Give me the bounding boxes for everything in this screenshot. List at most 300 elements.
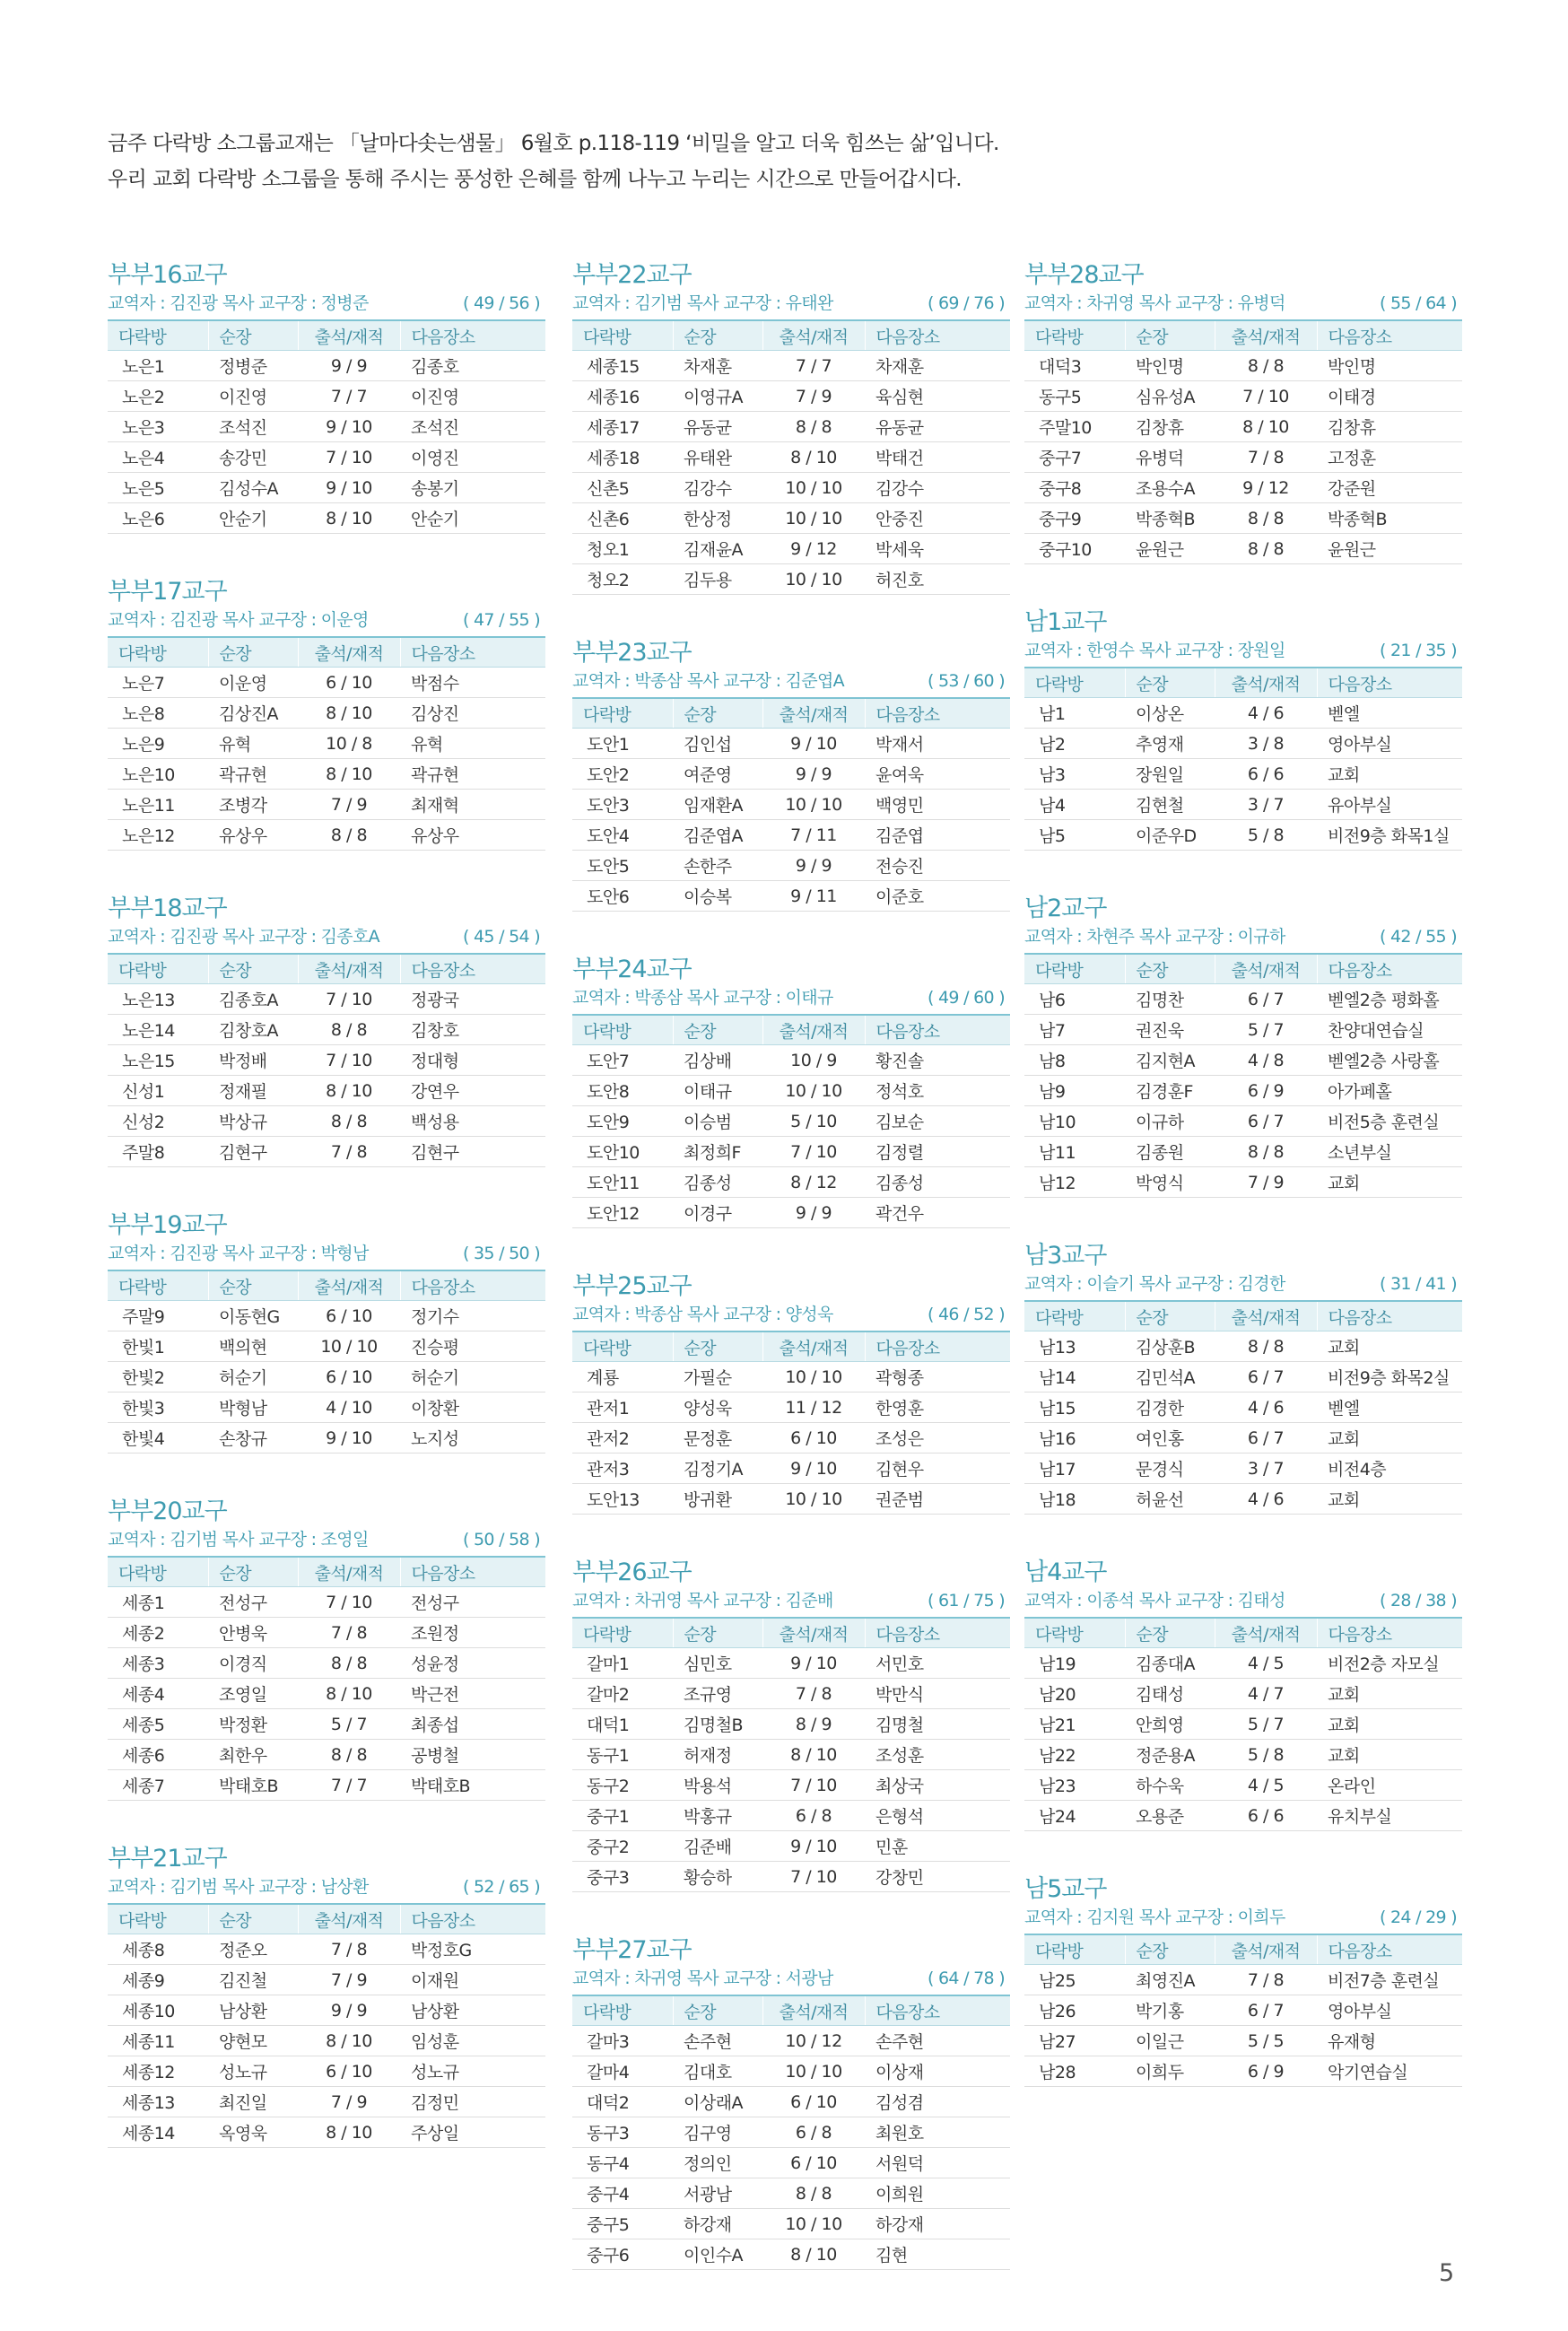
leader-cell: 안병욱 bbox=[208, 1618, 298, 1648]
district-attendance-total: ( 69 / 76 ) bbox=[927, 293, 1005, 313]
room-cell: 도안4 bbox=[572, 820, 673, 851]
next-place-cell: 비전9층 화목2실 bbox=[1317, 1362, 1462, 1392]
leader-cell: 양성욱 bbox=[673, 1392, 762, 1423]
district-title: 부부23교구 bbox=[572, 639, 692, 667]
leader-cell: 박기홍 bbox=[1125, 1995, 1215, 2026]
district-table bbox=[108, 953, 545, 1167]
district-staff: 교역자 : 김지원 목사 교구장 : 이희두 bbox=[1024, 1908, 1285, 1927]
table-row bbox=[108, 820, 545, 851]
district-table bbox=[108, 1270, 545, 1454]
room-cell: 남6 bbox=[1024, 984, 1125, 1015]
room-cell: 동구3 bbox=[572, 2117, 673, 2148]
district-staff: 교역자 : 박종삼 목사 교구장 : 김준엽A bbox=[572, 671, 844, 691]
room-cell: 신성2 bbox=[108, 1106, 208, 1137]
attendance-cell: 5 / 8 bbox=[1215, 1740, 1317, 1770]
next-place-cell: 아가페홀 bbox=[1317, 1076, 1462, 1106]
next-place-cell: 박태건 bbox=[865, 442, 1010, 473]
table-row bbox=[572, 1679, 1010, 1709]
attendance-cell: 8 / 10 bbox=[298, 698, 400, 729]
leader-cell: 김강수 bbox=[673, 473, 762, 503]
room-cell: 도안13 bbox=[572, 1484, 673, 1515]
column-middle bbox=[572, 260, 1010, 2313]
district-info bbox=[572, 985, 1010, 1010]
next-place-cell: 김현우 bbox=[865, 1454, 1010, 1484]
district-table bbox=[572, 1014, 1010, 1228]
attendance-cell: 4 / 10 bbox=[298, 1392, 400, 1423]
leader-cell: 권진욱 bbox=[1125, 1015, 1215, 1045]
table-row bbox=[572, 881, 1010, 912]
leader-cell: 이규하 bbox=[1125, 1106, 1215, 1137]
next-place-cell: 허진호 bbox=[865, 564, 1010, 595]
district-staff: 교역자 : 김기범 목사 교구장 : 유태완 bbox=[572, 293, 833, 313]
attendance-cell: 7 / 7 bbox=[298, 1770, 400, 1801]
district-attendance-total: ( 55 / 64 ) bbox=[1379, 293, 1457, 313]
room-cell: 동구2 bbox=[572, 1770, 673, 1801]
attendance-cell: 7 / 8 bbox=[1215, 442, 1317, 473]
next-place-cell: 박세욱 bbox=[865, 534, 1010, 564]
attendance-cell: 4 / 7 bbox=[1215, 1679, 1317, 1709]
district-group bbox=[1024, 1241, 1462, 1515]
next-place-cell: 전승진 bbox=[865, 851, 1010, 881]
room-cell: 노은12 bbox=[108, 820, 208, 851]
room-cell: 남5 bbox=[1024, 820, 1125, 851]
leader-cell: 정병준 bbox=[208, 351, 298, 381]
table-row bbox=[108, 381, 545, 412]
room-cell: 주말9 bbox=[108, 1301, 208, 1331]
header-cell-next-place: 다음장소 bbox=[1317, 1301, 1462, 1331]
table-row bbox=[1024, 1709, 1462, 1740]
district-info bbox=[1024, 924, 1462, 949]
district-title: 남3교구 bbox=[1024, 1242, 1107, 1270]
next-place-cell: 비전7층 훈련실 bbox=[1317, 1965, 1462, 1995]
table-row bbox=[1024, 1648, 1462, 1679]
district-group bbox=[1024, 260, 1462, 564]
leader-cell: 안순기 bbox=[208, 503, 298, 534]
attendance-cell: 7 / 10 bbox=[298, 1587, 400, 1618]
leader-cell: 심민호 bbox=[673, 1648, 762, 1679]
next-place-cell: 육심현 bbox=[865, 381, 1010, 412]
table-row bbox=[1024, 1995, 1462, 2026]
attendance-cell: 8 / 10 bbox=[298, 2117, 400, 2148]
leader-cell: 박형남 bbox=[208, 1392, 298, 1423]
next-place-cell: 전성구 bbox=[400, 1587, 545, 1618]
attendance-cell: 10 / 9 bbox=[762, 1045, 865, 1076]
header-cell-attendance: 출석/재적 bbox=[762, 1015, 865, 1045]
table-row bbox=[108, 1362, 545, 1392]
leader-cell: 옥영욱 bbox=[208, 2117, 298, 2148]
table-row bbox=[1024, 1965, 1462, 1995]
attendance-cell: 9 / 10 bbox=[298, 473, 400, 503]
district-staff: 교역자 : 김진광 목사 교구장 : 정병준 bbox=[108, 293, 369, 313]
attendance-cell: 7 / 9 bbox=[1215, 1167, 1317, 1198]
header-cell-room: 다락방 bbox=[108, 320, 208, 351]
district-attendance-total: ( 61 / 75 ) bbox=[927, 1591, 1005, 1611]
district-table bbox=[572, 697, 1010, 912]
leader-cell: 이상래A bbox=[673, 2087, 762, 2117]
table-header-row bbox=[572, 1618, 1010, 1648]
attendance-cell: 9 / 10 bbox=[762, 1831, 865, 1862]
next-place-cell: 성노규 bbox=[400, 2056, 545, 2087]
attendance-cell: 10 / 10 bbox=[762, 1076, 865, 1106]
header-cell-leader: 순장 bbox=[1125, 320, 1215, 351]
leader-cell: 김상진A bbox=[208, 698, 298, 729]
leader-cell: 김경훈F bbox=[1125, 1076, 1215, 1106]
room-cell: 도안10 bbox=[572, 1137, 673, 1167]
district-staff: 교역자 : 차귀영 목사 교구장 : 김준배 bbox=[572, 1591, 833, 1611]
leader-cell: 김대호 bbox=[673, 2056, 762, 2087]
table-row bbox=[572, 1801, 1010, 1831]
room-cell: 동구4 bbox=[572, 2148, 673, 2178]
table-header-row bbox=[108, 1270, 545, 1301]
table-row bbox=[108, 1934, 545, 1965]
leader-cell: 정의인 bbox=[673, 2148, 762, 2178]
room-cell: 세종14 bbox=[108, 2117, 208, 2148]
room-cell: 노은8 bbox=[108, 698, 208, 729]
room-cell: 갈마4 bbox=[572, 2056, 673, 2087]
district-staff: 교역자 : 김진광 목사 교구장 : 이운영 bbox=[108, 610, 369, 630]
room-cell: 세종12 bbox=[108, 2056, 208, 2087]
attendance-cell: 8 / 10 bbox=[1215, 412, 1317, 442]
leader-cell: 문정훈 bbox=[673, 1423, 762, 1454]
leader-cell: 김진철 bbox=[208, 1965, 298, 1995]
header-cell-next-place: 다음장소 bbox=[865, 1618, 1010, 1648]
table-row bbox=[1024, 698, 1462, 729]
room-cell: 노은3 bbox=[108, 412, 208, 442]
header-cell-attendance: 출석/재적 bbox=[1215, 1934, 1317, 1965]
leader-cell: 이인수A bbox=[673, 2239, 762, 2270]
district-attendance-total: ( 45 / 54 ) bbox=[462, 927, 540, 947]
table-row bbox=[1024, 503, 1462, 534]
district-title: 남1교구 bbox=[1024, 608, 1107, 636]
table-row bbox=[1024, 1484, 1462, 1515]
next-place-cell: 정대형 bbox=[400, 1045, 545, 1076]
district-group bbox=[572, 1935, 1010, 2270]
room-cell: 노은2 bbox=[108, 381, 208, 412]
leader-cell: 김창휴 bbox=[1125, 412, 1215, 442]
table-header-row bbox=[572, 1995, 1010, 2026]
attendance-cell: 4 / 5 bbox=[1215, 1648, 1317, 1679]
district-group bbox=[108, 577, 545, 851]
attendance-cell: 6 / 7 bbox=[1215, 1423, 1317, 1454]
district-group bbox=[1024, 607, 1462, 851]
table-row bbox=[108, 2026, 545, 2056]
table-row bbox=[108, 1423, 545, 1454]
district-table bbox=[572, 1331, 1010, 1515]
room-cell: 갈마1 bbox=[572, 1648, 673, 1679]
next-place-cell: 김성겸 bbox=[865, 2087, 1010, 2117]
table-header-row bbox=[1024, 320, 1462, 351]
header-cell-next-place: 다음장소 bbox=[1317, 668, 1462, 698]
table-row bbox=[108, 1648, 545, 1679]
district-group bbox=[1024, 1874, 1462, 2087]
attendance-cell: 6 / 6 bbox=[1215, 759, 1317, 790]
leader-cell: 김명찬 bbox=[1125, 984, 1215, 1015]
leader-cell: 양현모 bbox=[208, 2026, 298, 2056]
room-cell: 남28 bbox=[1024, 2056, 1125, 2087]
district-info bbox=[108, 1527, 545, 1552]
table-row bbox=[572, 1740, 1010, 1770]
attendance-cell: 6 / 7 bbox=[1215, 1995, 1317, 2026]
next-place-cell: 권준범 bbox=[865, 1484, 1010, 1515]
room-cell: 노은5 bbox=[108, 473, 208, 503]
room-cell: 주말8 bbox=[108, 1137, 208, 1167]
table-row bbox=[108, 1331, 545, 1362]
leader-cell: 김정기A bbox=[673, 1454, 762, 1484]
next-place-cell: 차재훈 bbox=[865, 351, 1010, 381]
header-cell-attendance: 출석/재적 bbox=[298, 954, 400, 984]
district-table bbox=[108, 1903, 545, 2148]
attendance-cell: 7 / 8 bbox=[1215, 1965, 1317, 1995]
leader-cell: 허재정 bbox=[673, 1740, 762, 1770]
attendance-cell: 4 / 6 bbox=[1215, 698, 1317, 729]
room-cell: 세종1 bbox=[108, 1587, 208, 1618]
next-place-cell: 벧엘2층 사랑홀 bbox=[1317, 1045, 1462, 1076]
header-cell-leader: 순장 bbox=[673, 320, 762, 351]
next-place-cell: 김명철 bbox=[865, 1709, 1010, 1740]
table-row bbox=[1024, 1423, 1462, 1454]
attendance-cell: 6 / 7 bbox=[1215, 1362, 1317, 1392]
room-cell: 세종10 bbox=[108, 1995, 208, 2026]
leader-cell: 남상환 bbox=[208, 1995, 298, 2026]
room-cell: 남9 bbox=[1024, 1076, 1125, 1106]
attendance-cell: 9 / 11 bbox=[762, 881, 865, 912]
next-place-cell: 유재형 bbox=[1317, 2026, 1462, 2056]
room-cell: 남20 bbox=[1024, 1679, 1125, 1709]
next-place-cell: 유혁 bbox=[400, 729, 545, 759]
attendance-cell: 3 / 7 bbox=[1215, 790, 1317, 820]
district-title: 부부19교구 bbox=[108, 1211, 227, 1239]
leader-cell: 김창호A bbox=[208, 1015, 298, 1045]
next-place-cell: 벧엘 bbox=[1317, 1392, 1462, 1423]
attendance-cell: 6 / 10 bbox=[298, 2056, 400, 2087]
table-row bbox=[572, 1198, 1010, 1228]
table-header-row bbox=[572, 698, 1010, 729]
next-place-cell: 조원정 bbox=[400, 1618, 545, 1648]
header-cell-attendance: 출석/재적 bbox=[762, 1995, 865, 2026]
district-table bbox=[1024, 1934, 1462, 2087]
leader-cell: 김명철B bbox=[673, 1709, 762, 1740]
table-row bbox=[572, 2209, 1010, 2239]
district-table bbox=[1024, 667, 1462, 851]
attendance-cell: 7 / 8 bbox=[298, 1934, 400, 1965]
table-row bbox=[572, 1831, 1010, 1862]
attendance-cell: 9 / 12 bbox=[762, 534, 865, 564]
district-table bbox=[1024, 1300, 1462, 1515]
district-group bbox=[1024, 894, 1462, 1198]
next-place-cell: 이영진 bbox=[400, 442, 545, 473]
next-place-cell: 송봉기 bbox=[400, 473, 545, 503]
attendance-cell: 7 / 8 bbox=[298, 1137, 400, 1167]
leader-cell: 송강민 bbox=[208, 442, 298, 473]
attendance-cell: 8 / 12 bbox=[762, 1167, 865, 1198]
next-place-cell: 벧엘 bbox=[1317, 698, 1462, 729]
header-cell-next-place: 다음장소 bbox=[865, 1015, 1010, 1045]
table-row bbox=[108, 1106, 545, 1137]
table-header-row bbox=[108, 1557, 545, 1587]
district-title: 남2교구 bbox=[1024, 895, 1107, 922]
table-row bbox=[1024, 1770, 1462, 1801]
next-place-cell: 한영훈 bbox=[865, 1392, 1010, 1423]
table-row bbox=[572, 2239, 1010, 2270]
room-cell: 한빛3 bbox=[108, 1392, 208, 1423]
header-cell-room: 다락방 bbox=[572, 698, 673, 729]
table-row bbox=[572, 2056, 1010, 2087]
room-cell: 세종9 bbox=[108, 1965, 208, 1995]
next-place-cell: 소년부실 bbox=[1317, 1137, 1462, 1167]
district-info bbox=[572, 1588, 1010, 1613]
leader-cell: 유상우 bbox=[208, 820, 298, 851]
table-row bbox=[1024, 1015, 1462, 1045]
table-header-row bbox=[1024, 1301, 1462, 1331]
room-cell: 도안9 bbox=[572, 1106, 673, 1137]
table-header-row bbox=[108, 637, 545, 668]
table-row bbox=[572, 1106, 1010, 1137]
attendance-cell: 6 / 10 bbox=[762, 2087, 865, 2117]
district-staff: 교역자 : 김진광 목사 교구장 : 박형남 bbox=[108, 1244, 369, 1263]
attendance-cell: 9 / 10 bbox=[762, 1454, 865, 1484]
next-place-cell: 이태경 bbox=[1317, 381, 1462, 412]
next-place-cell: 교회 bbox=[1317, 1679, 1462, 1709]
table-header-row bbox=[1024, 954, 1462, 984]
header-cell-leader: 순장 bbox=[1125, 1618, 1215, 1648]
header-cell-next-place: 다음장소 bbox=[1317, 954, 1462, 984]
table-row bbox=[1024, 1362, 1462, 1392]
district-attendance-total: ( 28 / 38 ) bbox=[1379, 1591, 1457, 1611]
leader-cell: 문경식 bbox=[1125, 1454, 1215, 1484]
header-cell-next-place: 다음장소 bbox=[400, 1270, 545, 1301]
attendance-cell: 6 / 10 bbox=[298, 668, 400, 698]
table-header-row bbox=[108, 1904, 545, 1934]
room-cell: 세종6 bbox=[108, 1740, 208, 1770]
district-info bbox=[1024, 291, 1462, 316]
leader-cell: 성노규 bbox=[208, 2056, 298, 2087]
header-cell-attendance: 출석/재적 bbox=[1215, 1618, 1317, 1648]
header-cell-attendance: 출석/재적 bbox=[298, 1904, 400, 1934]
next-place-cell: 박인명 bbox=[1317, 351, 1462, 381]
leader-cell: 김두용 bbox=[673, 564, 762, 595]
room-cell: 남25 bbox=[1024, 1965, 1125, 1995]
district-title: 부부25교구 bbox=[572, 1272, 692, 1300]
district-info bbox=[572, 1966, 1010, 1991]
room-cell: 세종4 bbox=[108, 1679, 208, 1709]
header-cell-attendance: 출석/재적 bbox=[1215, 954, 1317, 984]
attendance-cell: 9 / 9 bbox=[762, 759, 865, 790]
header-cell-room: 다락방 bbox=[108, 637, 208, 668]
leader-cell: 박용석 bbox=[673, 1770, 762, 1801]
table-row bbox=[572, 820, 1010, 851]
table-row bbox=[1024, 1106, 1462, 1137]
next-place-cell: 비전4층 bbox=[1317, 1454, 1462, 1484]
leader-cell: 윤원근 bbox=[1125, 534, 1215, 564]
room-cell: 남18 bbox=[1024, 1484, 1125, 1515]
district-info bbox=[108, 291, 545, 316]
page-number: 5 bbox=[1439, 2259, 1455, 2287]
district-staff: 교역자 : 박종삼 목사 교구장 : 이태규 bbox=[572, 988, 833, 1008]
district-attendance-total: ( 21 / 35 ) bbox=[1379, 641, 1457, 660]
leader-cell: 김종성 bbox=[673, 1167, 762, 1198]
attendance-cell: 7 / 7 bbox=[298, 381, 400, 412]
room-cell: 세종11 bbox=[108, 2026, 208, 2056]
leader-cell: 전성구 bbox=[208, 1587, 298, 1618]
district-attendance-total: ( 52 / 65 ) bbox=[462, 1877, 540, 1897]
next-place-cell: 유아부실 bbox=[1317, 790, 1462, 820]
next-place-cell: 박점수 bbox=[400, 668, 545, 698]
attendance-cell: 7 / 10 bbox=[298, 1045, 400, 1076]
leader-cell: 조규영 bbox=[673, 1679, 762, 1709]
district-group bbox=[572, 1558, 1010, 1892]
attendance-cell: 8 / 8 bbox=[762, 2178, 865, 2209]
header-cell-next-place: 다음장소 bbox=[400, 637, 545, 668]
next-place-cell: 은형석 bbox=[865, 1801, 1010, 1831]
room-cell: 남24 bbox=[1024, 1801, 1125, 1831]
leader-cell: 김경한 bbox=[1125, 1392, 1215, 1423]
next-place-cell: 교회 bbox=[1317, 1167, 1462, 1198]
header-cell-leader: 순장 bbox=[673, 1995, 762, 2026]
attendance-cell: 7 / 9 bbox=[762, 381, 865, 412]
table-row bbox=[1024, 759, 1462, 790]
next-place-cell: 악기연습실 bbox=[1317, 2056, 1462, 2087]
attendance-cell: 8 / 10 bbox=[762, 1740, 865, 1770]
district-title: 부부22교구 bbox=[572, 261, 692, 289]
leader-cell: 최한우 bbox=[208, 1740, 298, 1770]
leader-cell: 한상정 bbox=[673, 503, 762, 534]
room-cell: 청오1 bbox=[572, 534, 673, 564]
next-place-cell: 주상일 bbox=[400, 2117, 545, 2148]
table-row bbox=[1024, 473, 1462, 503]
district-group bbox=[572, 955, 1010, 1228]
room-cell: 주말10 bbox=[1024, 412, 1125, 442]
district-title: 부부28교구 bbox=[1024, 261, 1144, 289]
attendance-cell: 8 / 8 bbox=[298, 820, 400, 851]
table-row bbox=[108, 984, 545, 1015]
room-cell: 세종18 bbox=[572, 442, 673, 473]
table-row bbox=[572, 1454, 1010, 1484]
header-cell-attendance: 출석/재적 bbox=[762, 1618, 865, 1648]
next-place-cell: 박근전 bbox=[400, 1679, 545, 1709]
next-place-cell: 정석호 bbox=[865, 1076, 1010, 1106]
room-cell: 남14 bbox=[1024, 1362, 1125, 1392]
room-cell: 중구9 bbox=[1024, 503, 1125, 534]
table-row bbox=[572, 351, 1010, 381]
leader-cell: 박종혁B bbox=[1125, 503, 1215, 534]
leader-cell: 박홍규 bbox=[673, 1801, 762, 1831]
table-row bbox=[108, 1995, 545, 2026]
table-row bbox=[572, 2087, 1010, 2117]
table-row bbox=[572, 1484, 1010, 1515]
column-left bbox=[108, 260, 545, 2191]
room-cell: 대덕3 bbox=[1024, 351, 1125, 381]
leader-cell: 정준오 bbox=[208, 1934, 298, 1965]
attendance-cell: 4 / 6 bbox=[1215, 1484, 1317, 1515]
leader-cell: 하수욱 bbox=[1125, 1770, 1215, 1801]
next-place-cell: 교회 bbox=[1317, 1740, 1462, 1770]
district-group bbox=[1024, 1558, 1462, 1831]
table-row bbox=[108, 759, 545, 790]
district-title: 남5교구 bbox=[1024, 1875, 1107, 1903]
leader-cell: 유혁 bbox=[208, 729, 298, 759]
district-group bbox=[108, 260, 545, 534]
room-cell: 중구6 bbox=[572, 2239, 673, 2270]
room-cell: 세종13 bbox=[108, 2087, 208, 2117]
intro-line-2: 우리 교회 다락방 소그룹을 통해 주시는 풍성한 은혜를 함께 나누고 누리는 시간으로 만들어갑시다. bbox=[108, 168, 962, 191]
table-row bbox=[108, 1392, 545, 1423]
attendance-cell: 8 / 8 bbox=[1215, 503, 1317, 534]
attendance-cell: 10 / 10 bbox=[762, 1484, 865, 1515]
header-cell-next-place: 다음장소 bbox=[400, 1557, 545, 1587]
district-table bbox=[108, 319, 545, 534]
leader-cell: 장원일 bbox=[1125, 759, 1215, 790]
room-cell: 세종3 bbox=[108, 1648, 208, 1679]
